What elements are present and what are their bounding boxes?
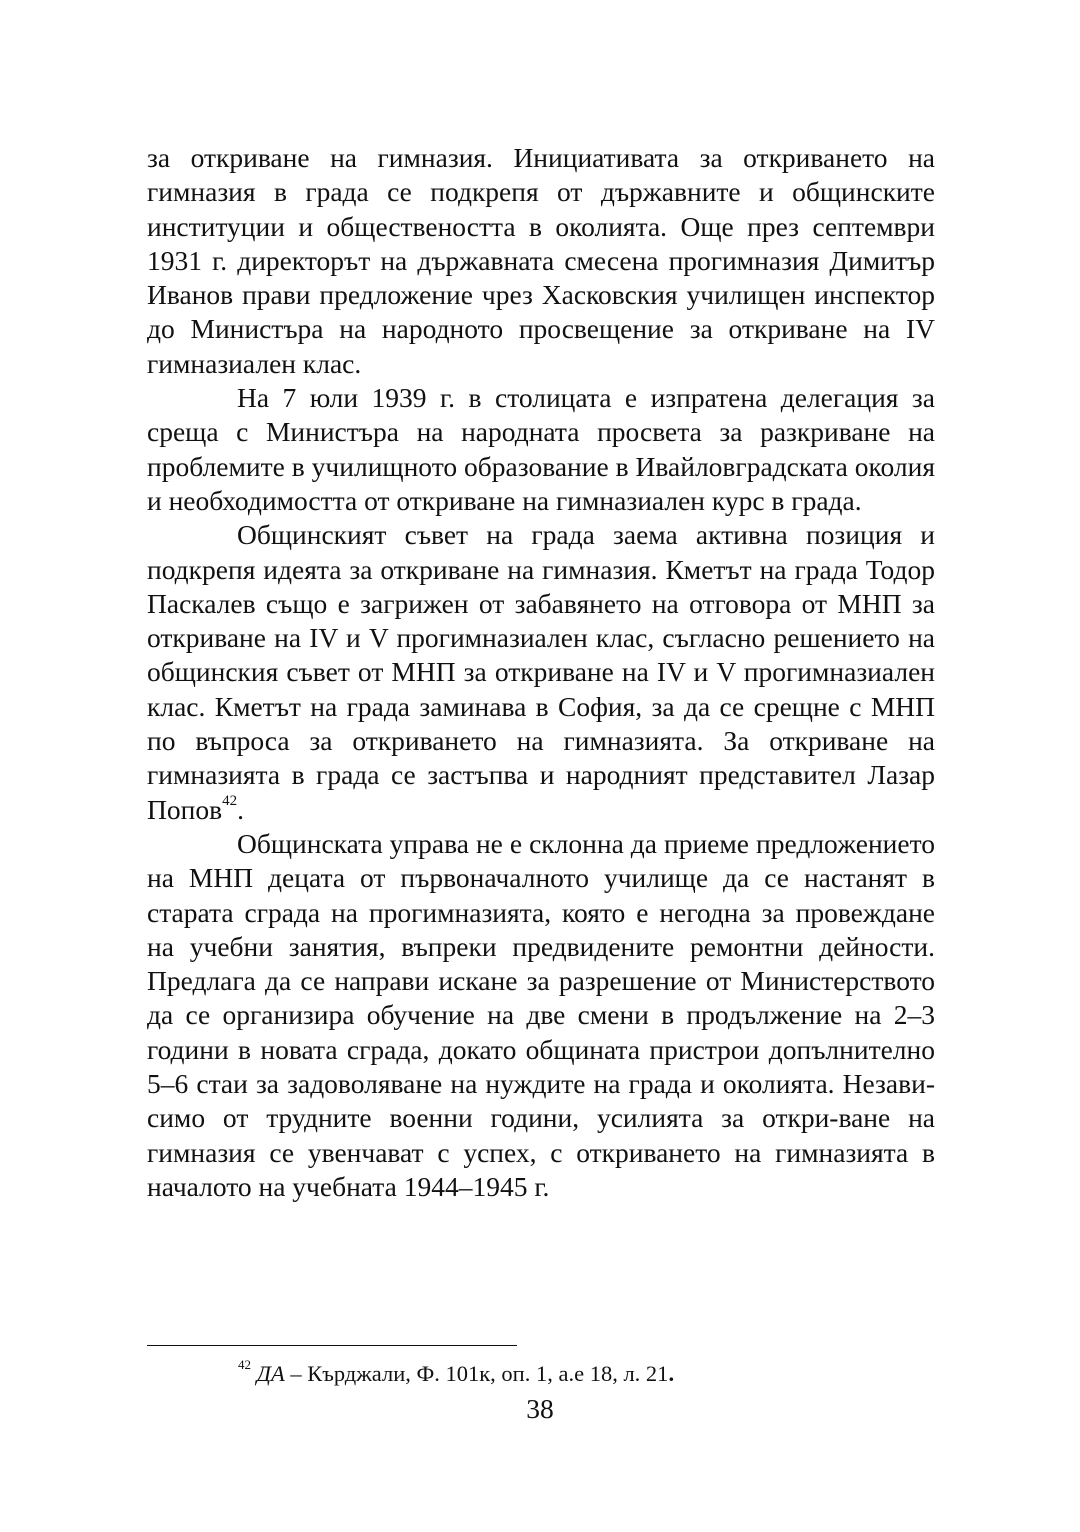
paragraph: Общинската управа не е склонна да приеме предложението на МНП децата от първоначалното училище да се настанят в старата сграда на прогимназията, която е негодна за провеждане на учебни занятия, въпреки предвидените ремонтни дейности. Предлага да се направи искане за разрешение от Министерството да се организира обучение на две смени в продължение на 2–3 години в новата сграда, докато общината пристрои допълнително 5–6 стаи за задоволяване на нуждите на града и околията. Независимо от трудните военни години, усилията за откри-ване на гимназия се увенчават с успех, с откриването на гимназията в началото на учебната 1944–1945 г.	[147, 827, 935, 1202]
body-text	[147, 141, 935, 1204]
footnote-source-abbrev: ДА	[256, 1361, 285, 1386]
footnote-separator	[147, 1345, 517, 1346]
paragraph: за откриване на гимназия. Инициативата за откриването на гимназия в града се подкрепя от държавните и общинските институции и обществеността в околията. Още през септември 1931 г. директорът на държавната смесена прогимназия Димитър Иванов прави предложение чрез Хасковския училищен инспектор до Министъра на народното просвещение за откриване на IV гимназиален клас.	[147, 142, 935, 379]
page-number: 38	[526, 1393, 554, 1424]
paragraph-text: Общинският съвет на града заема активна позиция и подкрепя идеята за откриване на гимназия. Кметът на града Тодор Паскалев също е загрижен от забавянето на отговора от МНП за откриване на IV и V прогимназиален клас, съгласно решението на общинския съвет от МНП за откриване на IV и V прогимназиален клас. Кметът на града заминава в София, за да се срещне с МНП по въпроса за откриването на гимназията. За откриване на гимназията в града се застъпва и народният представител Лазар Попов	[147, 519, 935, 825]
footnote-number: 42	[238, 1356, 251, 1372]
paragraph-end: .	[237, 793, 244, 825]
footnote-text: – Кърджали, Ф. 101к, оп. 1, а.е 18, л. 21	[284, 1361, 669, 1386]
footnote-reference[interactable]: 42	[222, 793, 238, 810]
paragraph	[147, 518, 935, 827]
footnote-end: .	[668, 1361, 675, 1386]
paragraph: На 7 юли 1939 г. в столицата е изпратена делегация за среща с Министъра на народната просвета за разкриване на проблемите в училищното образование в Ивайловградската околия и необходимостта от откриване на гимназиален курс в града.	[147, 382, 935, 516]
footnote	[238, 1356, 938, 1388]
